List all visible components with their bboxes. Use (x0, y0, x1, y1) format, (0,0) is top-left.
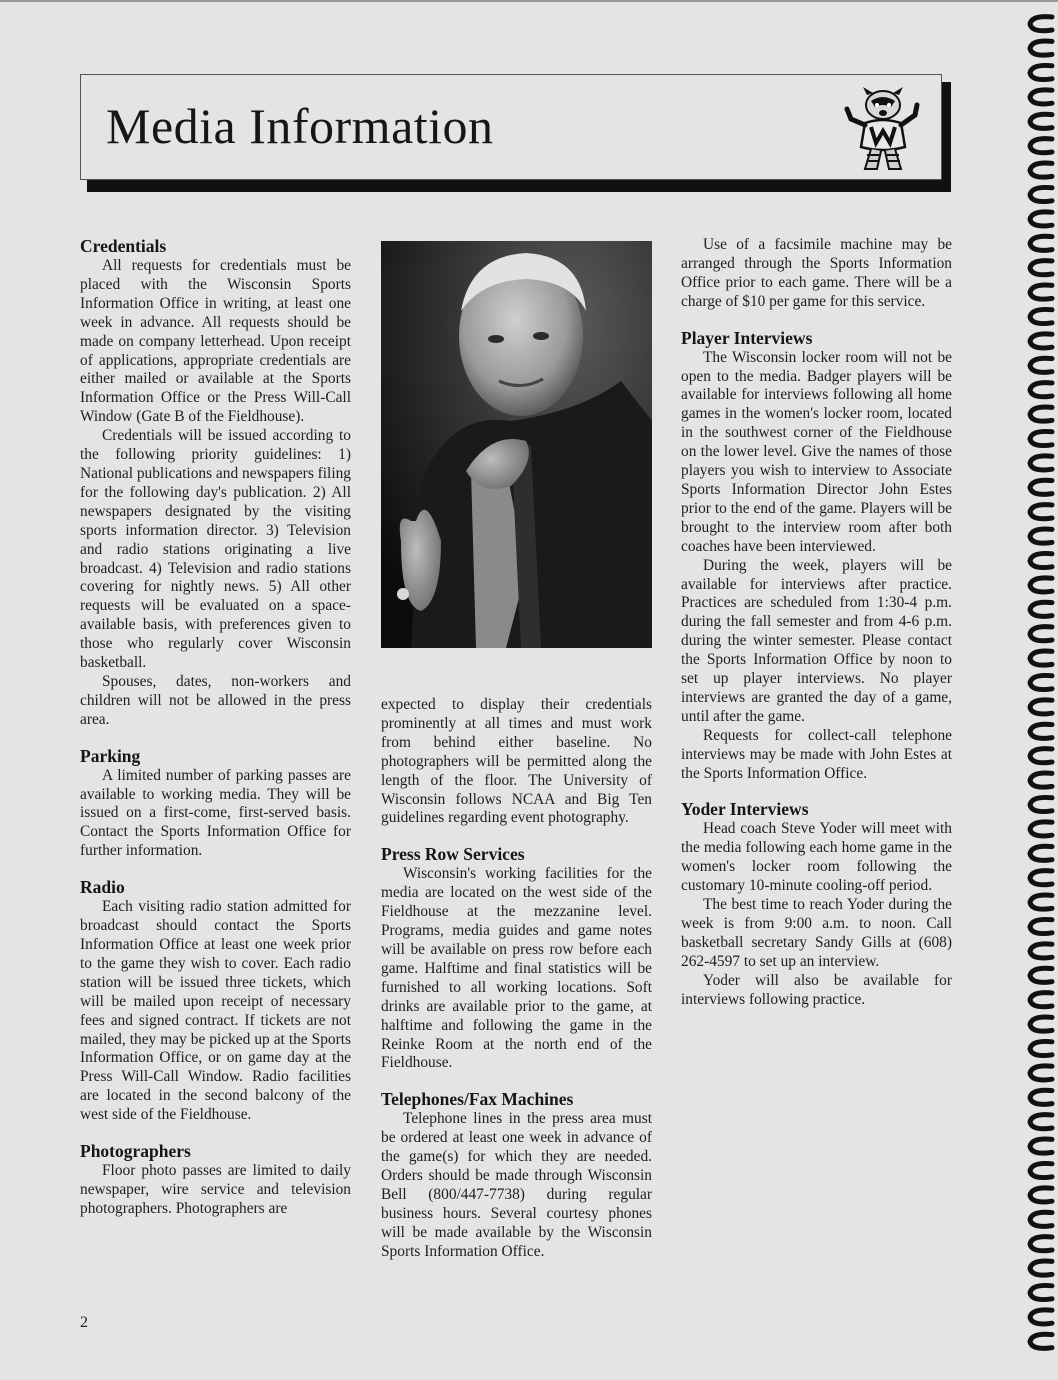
spiral-coil (1030, 212, 1052, 226)
spiral-coil (1030, 17, 1052, 31)
column-right (681, 236, 952, 1010)
telephones-paragraph: Telephone lines in the press area must be ordered at least one week in advance of the game(s) for which they are needed. Orders should be made through Wisconsin Bell (800/447-7738) during regular business hours. Several courtesy phones will be made available by the Wisconsin Sports Information Office. (381, 1110, 652, 1260)
spiral-coil (1030, 993, 1052, 1007)
column-middle (381, 696, 652, 1262)
spiral-coil (1030, 383, 1052, 397)
spiral-coil (1030, 627, 1052, 641)
player-interviews-paragraph: Requests for collect-call telephone interviews may be made with John Estes at the Sports Information Office. (681, 726, 952, 782)
spiral-coil (1030, 968, 1052, 982)
telephones-heading: Telephones/Fax Machines (381, 1089, 574, 1110)
spiral-coil (1030, 1334, 1052, 1348)
spiral-coil (1030, 1090, 1052, 1104)
spiral-coil (1030, 602, 1052, 616)
spiral-coil (1030, 1066, 1052, 1080)
spiral-coil (1030, 749, 1052, 763)
spiral-coil (1030, 1139, 1052, 1153)
photographers-heading: Photographers (80, 1141, 191, 1162)
spiral-coil (1030, 285, 1052, 299)
spiral-coil (1030, 480, 1052, 494)
spiral-coil (1030, 334, 1052, 348)
player-interviews-paragraph: The Wisconsin locker room will not be open to the media. Badger players will be available for interviews following all home games in the women's locker room, located in the southwest corner of the Fieldhouse on the lower level. Give the names of those players you wish to interview to Associate Sports Information Director John Estes prior to the end of the game. Players will be brought to the interview room after both coaches have been interviewed. (681, 348, 952, 555)
photographers-continued-paragraph: expected to display their credentials prominently at all times and must work from behind either baseline. No photographers will be permitted along the length of the floor. The University of Wisconsin follows NCAA and Big Ten guidelines regarding event photography. (381, 696, 652, 827)
spiral-coil (1030, 261, 1052, 275)
spiral-coil (1030, 895, 1052, 909)
credentials-heading: Credentials (80, 236, 167, 256)
fax-intro-paragraph: Use of a facsimile machine may be arranged through the Sports Information Office prior to each game. There will be a charge of $10 per game for this service. (681, 236, 952, 310)
parking-heading: Parking (80, 745, 141, 766)
spiral-coil (1030, 431, 1052, 445)
spiral-coil (1030, 114, 1052, 128)
spiral-coil (1030, 163, 1052, 177)
photographers-paragraph: Floor photo passes are limited to daily newspaper, wire service and television photographers. Photographers are (80, 1162, 351, 1217)
player-interviews-heading: Player Interviews (681, 327, 813, 348)
spiral-coil (1030, 871, 1052, 885)
coach-photo-image (381, 241, 652, 648)
spiral-coil (1030, 944, 1052, 958)
yoder-interviews-paragraph: Head coach Steve Yoder will meet with the media following each home game in the women's locker room following the customary 10-minute cooling-off period. (681, 820, 952, 895)
spiral-coil (1030, 407, 1052, 421)
credentials-paragraph: Spouses, dates, non-workers and children will not be allowed in the press area. (80, 672, 351, 728)
radio-heading: Radio (80, 877, 125, 898)
spiral-coil (1030, 187, 1052, 201)
spiral-coil (1030, 90, 1052, 104)
spiral-coil (1030, 1212, 1052, 1226)
parking-paragraph: A limited number of parking passes are available to working media. They will be issued on a first-come, first-served basis. Contact the Sports Information Office for further information. (80, 766, 351, 860)
header-banner (80, 74, 942, 180)
spiral-coil (1030, 773, 1052, 787)
badger-mascot-icon (843, 85, 923, 173)
yoder-interviews-paragraph: Yoder will also be available for interviews following practice. (681, 971, 952, 1008)
page-number: 2 (80, 1314, 88, 1331)
spiral-coil (1030, 1310, 1052, 1324)
spiral-coil (1030, 1017, 1052, 1031)
spiral-coil (1030, 1237, 1052, 1251)
spiral-coil (1030, 358, 1052, 372)
spiral-coil (1030, 724, 1052, 738)
spiral-binding (1022, 14, 1058, 1374)
spiral-coil (1030, 700, 1052, 714)
press-row-heading: Press Row Services (381, 844, 525, 865)
spiral-coil (1030, 919, 1052, 933)
spiral-coil (1030, 1163, 1052, 1177)
spiral-coil (1030, 1188, 1052, 1202)
spiral-coil (1030, 456, 1052, 470)
spiral-coil (1030, 1285, 1052, 1299)
spiral-coil (1030, 578, 1052, 592)
spiral-coil (1030, 236, 1052, 250)
spiral-coil (1030, 1115, 1052, 1129)
coach-photo (381, 241, 652, 648)
spiral-coil (1030, 1261, 1052, 1275)
radio-paragraph: Each visiting radio station admitted for broadcast should contact the Sports Information Office at least one week prior to the game they wish to cover. Each radio station will be issued three tickets, which will be mailed upon receipt of necessary fees and signed contract. If tickets are not mailed, they may be picked up at the Sports Information Office, or on game day at the Press Will-Call Window. Radio facilities are located in the second balcony of the west side of the Fieldhouse. (80, 898, 351, 1124)
spiral-coil (1030, 529, 1052, 543)
spiral-coil (1030, 675, 1052, 689)
spiral-coil (1030, 651, 1052, 665)
column-left (80, 236, 351, 1219)
page-top-edge (0, 0, 1058, 2)
spiral-coil (1030, 505, 1052, 519)
spiral-coil (1030, 553, 1052, 567)
spiral-coil (1030, 309, 1052, 323)
yoder-interviews-heading: Yoder Interviews (681, 799, 809, 820)
spiral-coil (1030, 797, 1052, 811)
spiral-coil (1030, 65, 1052, 79)
credentials-paragraph: All requests for credentials must be placed with the Wisconsin Sports Information Office in writing, at least one week in advance. All requests should be made on company letterhead. Upon receipt of applications, appropriate credentials are either mailed or available at the Sports Information Office or the Press Will-Call Window (Gate B of the Fieldhouse). (80, 257, 351, 426)
press-row-paragraph: Wisconsin's working facilities for the media are located on the west side of the Fieldhouse at the mezzanine level. Programs, media guides and game notes will be available on press row before each game. Halftime and final statistics will be furnished to all working locations. Soft drinks are available prior to the game, at halftime and following the game in the Reinke Room at the north end of the Fieldhouse. (381, 865, 652, 1072)
spiral-coil (1030, 41, 1052, 55)
yoder-interviews-paragraph: The best time to reach Yoder during the week is from 9:00 a.m. to noon. Call basketball secretary Sandy Gills at (608) 262-4597 to set up an interview. (681, 896, 952, 970)
spiral-coil (1030, 139, 1052, 153)
spiral-coil (1030, 846, 1052, 860)
player-interviews-paragraph: During the week, players will be available for interviews after practice. Practices are scheduled from 1:30-4 p.m. during the fall semester and from 4-6 p.m. during the winter semester. Please contact the Sports Information Office by noon to set up player interviews. No player interviews are granted the day of a game, until after the game. (681, 556, 952, 725)
spiral-coil (1030, 822, 1052, 836)
page-title: Media Information (106, 98, 494, 154)
credentials-paragraph: Credentials will be issued according to the following priority guidelines: 1) National publications and newspapers filing for the following day's publication. 2) All newspapers designated by the visiting sports information director. 3) Television and radio stations originating a live broadcast. 4) Television and radio stations covering for nightly news. 5) All other requests will be evaluated on a space-available basis, with preferences given to those who regularly cover Wisconsin basketball. (80, 427, 351, 672)
spiral-coil (1030, 1041, 1052, 1055)
